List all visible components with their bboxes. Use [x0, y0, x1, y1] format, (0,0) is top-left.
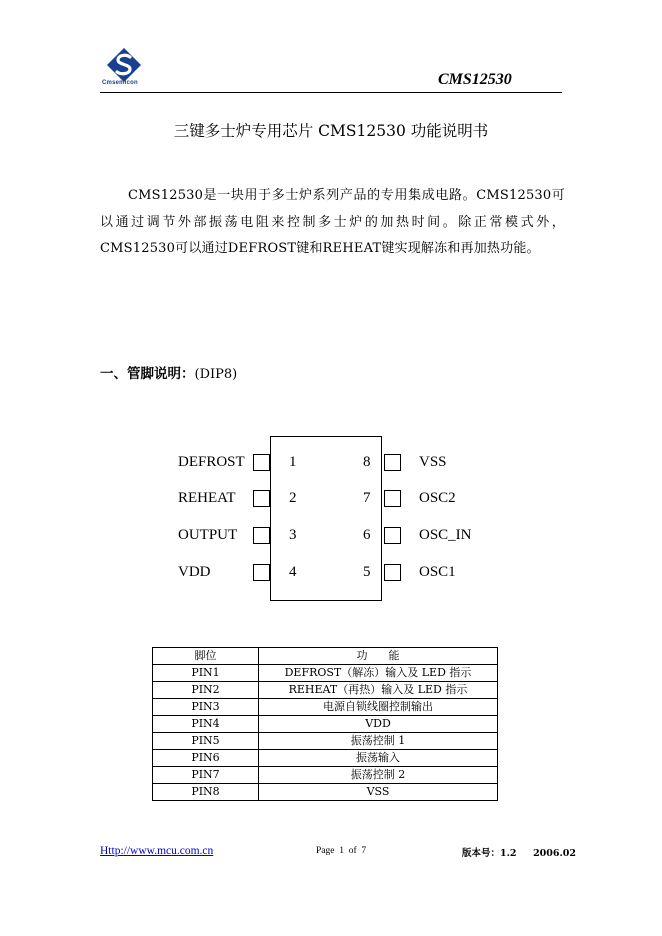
table-cell: PIN5 [153, 733, 259, 750]
pin-stub-6 [384, 527, 401, 544]
pin-stub-7 [384, 490, 401, 507]
package-type: (DIP8) [194, 367, 238, 382]
table-cell: VDD [259, 716, 498, 733]
page-number: Page 1 of 7 [316, 846, 367, 856]
table-row [153, 665, 498, 682]
pin-label-osc2: OSC2 [419, 490, 456, 506]
table-row [153, 784, 498, 801]
table-cell: PIN6 [153, 750, 259, 767]
table-row [153, 767, 498, 784]
pin-label-osc-in: OSC_IN [419, 527, 472, 543]
pin-number-2: 2 [289, 490, 297, 506]
pin-label-osc1: OSC1 [419, 564, 456, 580]
pin-stub-4 [253, 564, 270, 581]
pin-label-defrost: DEFROST [178, 454, 245, 470]
table-row [153, 716, 498, 733]
version-date: 版本号：1.2 2006.02 [462, 848, 577, 859]
pin-number-5: 5 [363, 564, 371, 580]
pin-number-7: 7 [363, 490, 371, 506]
pin-label-vss: VSS [419, 454, 447, 470]
intro-paragraph: CMS12530是一块用于多士炉系列产品的专用集成电路。CMS12530可以通过调节外部振荡电阻来控制多士炉的加热时间。除正常模式外，CMS12530可以通过DEFROST键和REHEAT键实现解冻和再加热功能。 [100, 188, 565, 256]
table-cell: PIN2 [153, 682, 259, 699]
table-cell: REHEAT（再热）输入及 LED 指示 [259, 682, 498, 699]
pin-stub-2 [253, 490, 270, 507]
pin-label-reheat: REHEAT [178, 490, 236, 506]
table-row [153, 733, 498, 750]
pin-stub-5 [384, 564, 401, 581]
table-header-cell: 功 能 [259, 648, 498, 665]
table-header-cell: 脚位 [153, 648, 259, 665]
pin-function-table [152, 647, 498, 801]
section-pin-description [100, 362, 237, 382]
pin-stub-8 [384, 454, 401, 471]
table-row [153, 682, 498, 699]
pin-stub-3 [253, 527, 270, 544]
pin-label-vdd: VDD [178, 564, 211, 580]
section-heading: 一、管脚说明： [100, 366, 195, 382]
website-link[interactable]: Http://www.mcu.com.cn [100, 845, 214, 857]
pin-number-8: 8 [363, 454, 371, 470]
table-cell: PIN8 [153, 784, 259, 801]
table-cell: PIN4 [153, 716, 259, 733]
document-title: 三键多士炉专用芯片 CMS12530 功能说明书 [173, 122, 489, 140]
header-divider [100, 92, 562, 93]
logo-wordmark: Cmsemicon [102, 80, 138, 86]
table-row [153, 699, 498, 716]
pin-number-3: 3 [289, 527, 297, 543]
table-cell: 电源自锁线圈控制输出 [259, 699, 498, 716]
table-cell: PIN7 [153, 767, 259, 784]
pin-label-output: OUTPUT [178, 527, 238, 543]
table-cell: 振荡控制 2 [259, 767, 498, 784]
table-cell: VSS [259, 784, 498, 801]
pin-number-4: 4 [289, 564, 297, 580]
table-row [153, 750, 498, 767]
table-cell: 振荡控制 1 [259, 733, 498, 750]
table-header-row [153, 648, 498, 665]
table-cell: 振荡输入 [259, 750, 498, 767]
pin-stub-1 [253, 454, 270, 471]
pin-number-1: 1 [289, 454, 297, 470]
table-cell: DEFROST（解冻）输入及 LED 指示 [259, 665, 498, 682]
table-cell: PIN1 [153, 665, 259, 682]
header-doc-code: CMS12530 [438, 71, 512, 88]
table-cell: PIN3 [153, 699, 259, 716]
pin-number-6: 6 [363, 527, 371, 543]
